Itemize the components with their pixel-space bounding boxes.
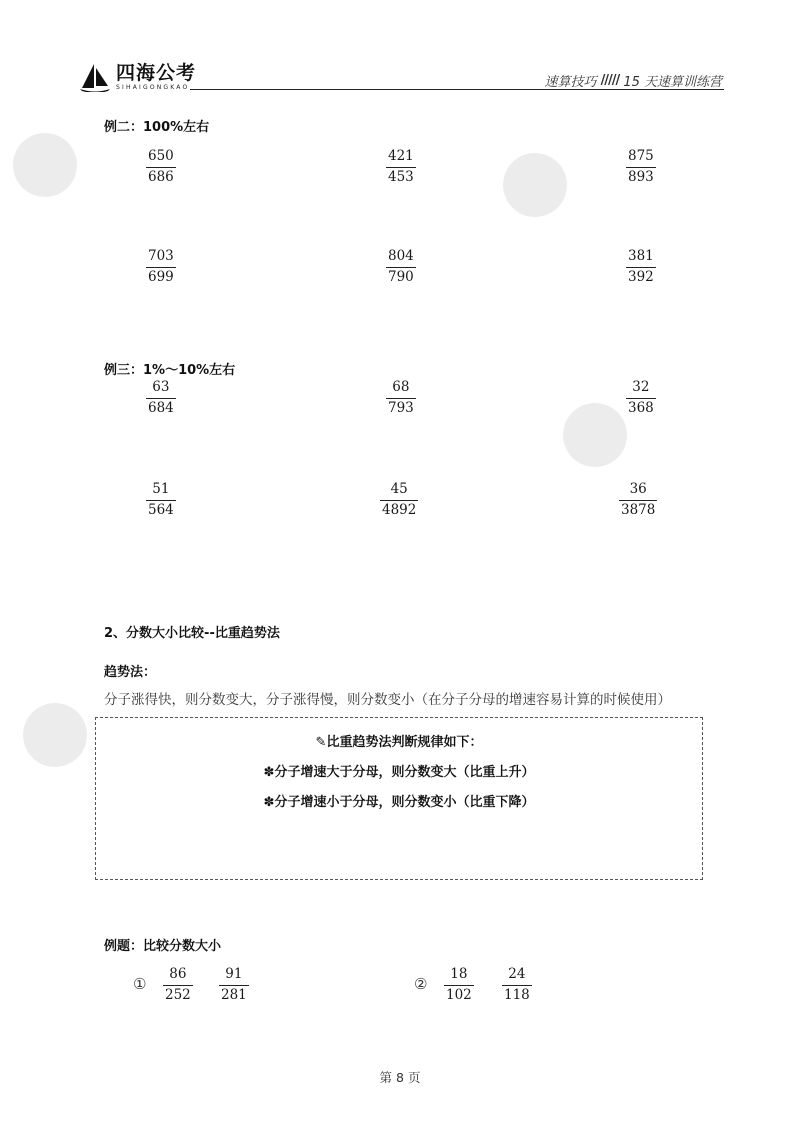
fraction <box>386 381 416 415</box>
rule-box <box>95 717 703 880</box>
rule-item: ✽分子增速大于分母，则分数变大（比重上升） <box>263 765 535 780</box>
numerator: 381 <box>628 248 654 264</box>
fraction <box>386 150 416 184</box>
fraction <box>146 381 176 415</box>
numerator: 51 <box>152 481 170 497</box>
denominator: 790 <box>388 268 414 285</box>
denominator: 118 <box>504 986 530 1003</box>
denominator: 893 <box>628 168 654 185</box>
numerator: 804 <box>388 248 414 264</box>
fraction <box>626 250 656 284</box>
logo-english-text: SIHAIGONGKAO <box>116 83 190 91</box>
numerator: 650 <box>148 148 174 164</box>
fraction <box>626 381 656 415</box>
numerator: 875 <box>628 148 654 164</box>
denominator: 4892 <box>382 501 417 518</box>
denominator: 453 <box>388 168 414 185</box>
section2-heading: 2、分数大小比较--比重趋势法 <box>104 626 280 641</box>
watermark <box>0 118 92 213</box>
header-topic: 速算技巧 <box>544 75 597 90</box>
fraction <box>502 968 532 1002</box>
fraction <box>380 483 418 517</box>
example2-title: 例二：100%左右 <box>104 120 210 135</box>
numerator: 18 <box>450 966 468 982</box>
page-number: 第 8 页 <box>379 1070 421 1085</box>
numerator: 32 <box>632 379 650 395</box>
header-course: 15 天速算训练营 <box>623 75 722 90</box>
denominator: 793 <box>388 399 414 416</box>
item-marker: ① <box>133 975 147 993</box>
section2-paragraph: 分子涨得快，则分数变大，分子涨得慢，则分数变小（在分子分母的增速容易计算的时候使用） <box>104 692 671 708</box>
rule-box-title: ✎比重趋势法判断规律如下： <box>315 735 483 750</box>
denominator: 3878 <box>621 501 656 518</box>
fraction <box>619 483 657 517</box>
numerator: 91 <box>225 966 243 982</box>
denominator: 368 <box>628 399 654 416</box>
section2-subheading: 趋势法： <box>104 665 157 680</box>
fraction <box>146 483 176 517</box>
denominator: 392 <box>628 268 654 285</box>
rule-item: ✽分子增速小于分母，则分数变小（比重下降） <box>263 795 535 810</box>
fraction <box>219 968 249 1002</box>
numerator: 421 <box>388 148 414 164</box>
exercise-title: 例题：比较分数大小 <box>104 939 222 954</box>
denominator: 686 <box>148 168 174 185</box>
fraction <box>146 150 176 184</box>
numerator: 63 <box>152 379 170 395</box>
watermark-logo-icon <box>8 688 103 783</box>
watermark-logo-icon <box>488 138 583 233</box>
denominator: 684 <box>148 399 174 416</box>
fraction <box>626 150 656 184</box>
denominator: 252 <box>165 986 191 1003</box>
denominator: 564 <box>148 501 174 518</box>
header-separator: ///// <box>600 73 620 88</box>
numerator: 86 <box>169 966 187 982</box>
numerator: 703 <box>148 248 174 264</box>
header-course-title <box>545 71 722 90</box>
fraction <box>386 250 416 284</box>
numerator: 68 <box>392 379 410 395</box>
fraction <box>163 968 193 1002</box>
watermark <box>8 688 103 783</box>
numerator: 36 <box>629 481 647 497</box>
item-marker: ② <box>414 975 428 993</box>
watermark <box>488 138 583 233</box>
fraction <box>444 968 474 1002</box>
logo-chinese-text: 四海公考 <box>116 61 197 84</box>
sailboat-logo-icon <box>78 62 112 92</box>
fraction <box>146 250 176 284</box>
denominator: 102 <box>446 986 472 1003</box>
example3-title: 例三：1%～10%左右 <box>104 363 236 378</box>
numerator: 24 <box>508 966 526 982</box>
watermark-logo-icon <box>0 118 92 213</box>
denominator: 699 <box>148 268 174 285</box>
denominator: 281 <box>221 986 247 1003</box>
brand-logo <box>78 62 196 92</box>
numerator: 45 <box>390 481 408 497</box>
